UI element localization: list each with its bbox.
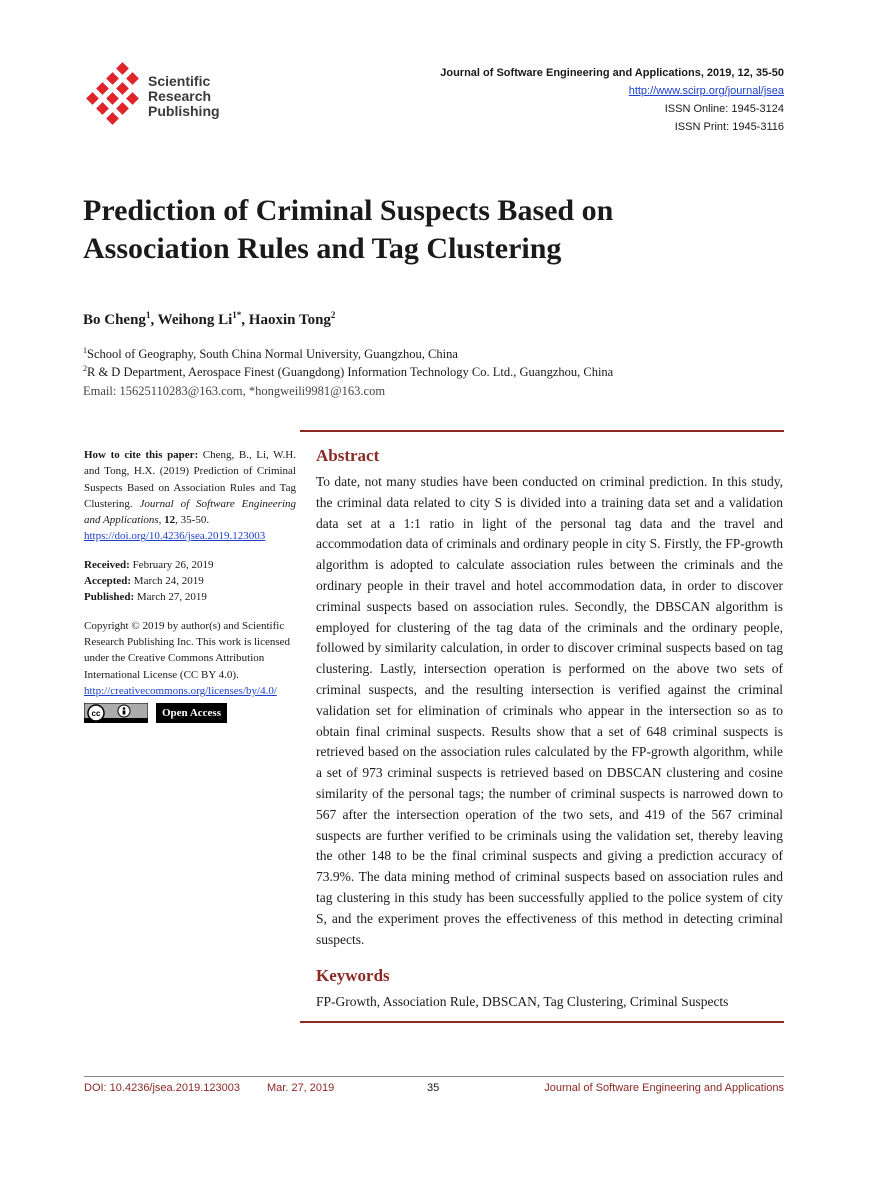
title-line: Association Rules and Tag Clustering <box>83 232 562 265</box>
license-block <box>84 618 296 723</box>
author-sup: 1 <box>145 310 151 320</box>
title-line: Prediction of Criminal Suspects Based on <box>83 194 614 227</box>
divider <box>300 1021 784 1023</box>
doi-link[interactable]: https://doi.org/10.4236/jsea.2019.123003 <box>84 530 266 543</box>
date-value: March 24, 2019 <box>131 575 204 588</box>
paper-title <box>83 192 783 268</box>
page-number: 35 <box>427 1082 440 1094</box>
footer-journal: Journal of Software Engineering and Applications <box>544 1082 784 1094</box>
open-access-badge: Open Access <box>156 703 227 723</box>
sidebar-metadata <box>84 447 296 723</box>
keywords-heading: Keywords <box>316 966 390 986</box>
abstract-section <box>300 430 784 1023</box>
date-label: Received: <box>84 558 130 571</box>
date-value: February 26, 2019 <box>129 558 214 571</box>
author-sup: 1* <box>232 310 242 320</box>
published-date <box>84 589 296 605</box>
date-value: March 27, 2019 <box>134 591 207 604</box>
logo-line: Publishing <box>148 103 220 119</box>
logo-text <box>148 74 220 119</box>
accepted-date <box>84 573 296 589</box>
author-sup: 2 <box>330 310 336 320</box>
footer-divider <box>84 1076 784 1077</box>
author-name: Bo Cheng <box>83 312 146 328</box>
license-text: Copyright © 2019 by author(s) and Scientific Research Publishing Inc. This work is licensed under the Creative Commons Attribution International License (CC BY 4.0). <box>84 619 291 681</box>
logo-diamond-icon <box>84 62 144 130</box>
affiliation <box>83 364 613 380</box>
affiliation <box>83 346 458 362</box>
issn-online: ISSN Online: 1945-3124 <box>664 103 784 115</box>
affiliation-sup: 1 <box>83 346 87 355</box>
received-date <box>84 557 296 573</box>
svg-text:cc: cc <box>91 709 101 719</box>
citation-volume: 12 <box>164 514 176 527</box>
abstract-heading: Abstract <box>316 446 380 465</box>
author-name: Weihong Li <box>157 312 233 328</box>
citation-text: Cheng, B., Li, W.H. and Tong, H.X. (2019) Prediction of Criminal Suspects Based on Association Rules and Tag Clustering. <box>84 449 296 510</box>
abstract-text: To date, not many studies have been conducted on criminal prediction. In this study, the criminal data related to city S is divided into a training data set and a validation data set at a 1:1 ratio in light of the personal tag data and the travel and accommodation data of criminals and ordinary people in city S. Firstly, the FP-growth algorithm is adopted to calculate association rules between the criminals and the ordinary people in their travel and hotel accommodation data, in order to discover criminal suspects based on association rules. Secondly, the DBSCAN algorithm is employed for clustering of the tag data of the criminals and the ordinary people, followed by similarity calculation, in order to discover criminal suspects based on tag clustering. Lastly, intersection operation is performed on the above two sets of criminal suspects, and the resulting intersection is verified against the criminal validation set for elimination of criminals who appear in the intersection so as to obtain final criminal suspects. Results show that a set of 648 criminal suspects is retrieved based on the association rules calculated by the FP-growth algorithm, while a set of 973 criminal suspects is retrieved based on DBSCAN clustering and cosine similarity of the personal tags; the number of criminal suspects is narrowed down to 567 after the intersection operation of the two sets, and 419 of the 567 criminal suspects are further verified to be criminals using the validation set, thereby leaving the other 148 to be the final criminal suspects and giving a prediction accuracy of 73.9%. The data mining method of criminal suspects based on association rules and tag clustering in this study has been successfully applied to the police system of city S, and the experiment proves the effectiveness of this method in detecting criminal suspects. <box>316 474 783 947</box>
author-list <box>83 310 335 329</box>
logo-line: Scientific <box>148 73 211 89</box>
publisher-logo <box>84 62 244 130</box>
affiliation-text: R & D Department, Aerospace Finest (Guangdong) Information Technology Co. Ltd., Guangzhou, China <box>87 365 614 380</box>
citation-pages: 35-50. <box>180 514 210 527</box>
footer-doi: DOI: 10.4236/jsea.2019.123003 <box>84 1082 240 1094</box>
journal-url-link[interactable]: http://www.scirp.org/journal/jsea <box>628 85 784 97</box>
footer-date: Mar. 27, 2019 <box>267 1082 335 1094</box>
author-email: Email: 15625110283@163.com, *hongweili9981@163.com <box>83 384 386 398</box>
citation-journal: Journal of Software Engineering and Applications <box>84 497 297 527</box>
divider <box>300 430 784 432</box>
license-link[interactable]: http://creativecommons.org/licenses/by/4.0/ <box>84 684 277 697</box>
affiliation-sup: 2 <box>83 364 87 373</box>
citation-label: How to cite this paper: <box>84 449 199 461</box>
cc-by-icon[interactable] <box>84 703 148 723</box>
journal-citation: Journal of Software Engineering and Applications, 2019, 12, 35-50 <box>440 67 784 79</box>
date-label: Published: <box>84 591 135 604</box>
author-separator: , <box>150 312 158 328</box>
logo-line: Research <box>148 88 212 104</box>
citation-box: How to cite this paper: Cheng, B., Li, W.H. and Tong, H.X. (2019) Prediction of Criminal Suspects Based on Association Rules and Tag Clustering. Journal of Software Engineering and Applications, 12, 35-50. https://doi.org/10.4236/jsea.2019.123003 <box>84 449 297 543</box>
journal-header <box>440 64 784 136</box>
date-label: Accepted: <box>84 575 132 588</box>
license-badges <box>84 703 296 723</box>
author-name: Haoxin Tong <box>248 312 331 328</box>
issn-print: ISSN Print: 1945-3116 <box>674 121 784 133</box>
publication-dates <box>84 557 296 606</box>
affiliation-text: School of Geography, South China Normal University, Guangzhou, China <box>87 347 458 362</box>
author-separator: , <box>241 312 249 328</box>
keywords-text: FP-Growth, Association Rule, DBSCAN, Tag Clustering, Criminal Suspects <box>316 994 729 1010</box>
